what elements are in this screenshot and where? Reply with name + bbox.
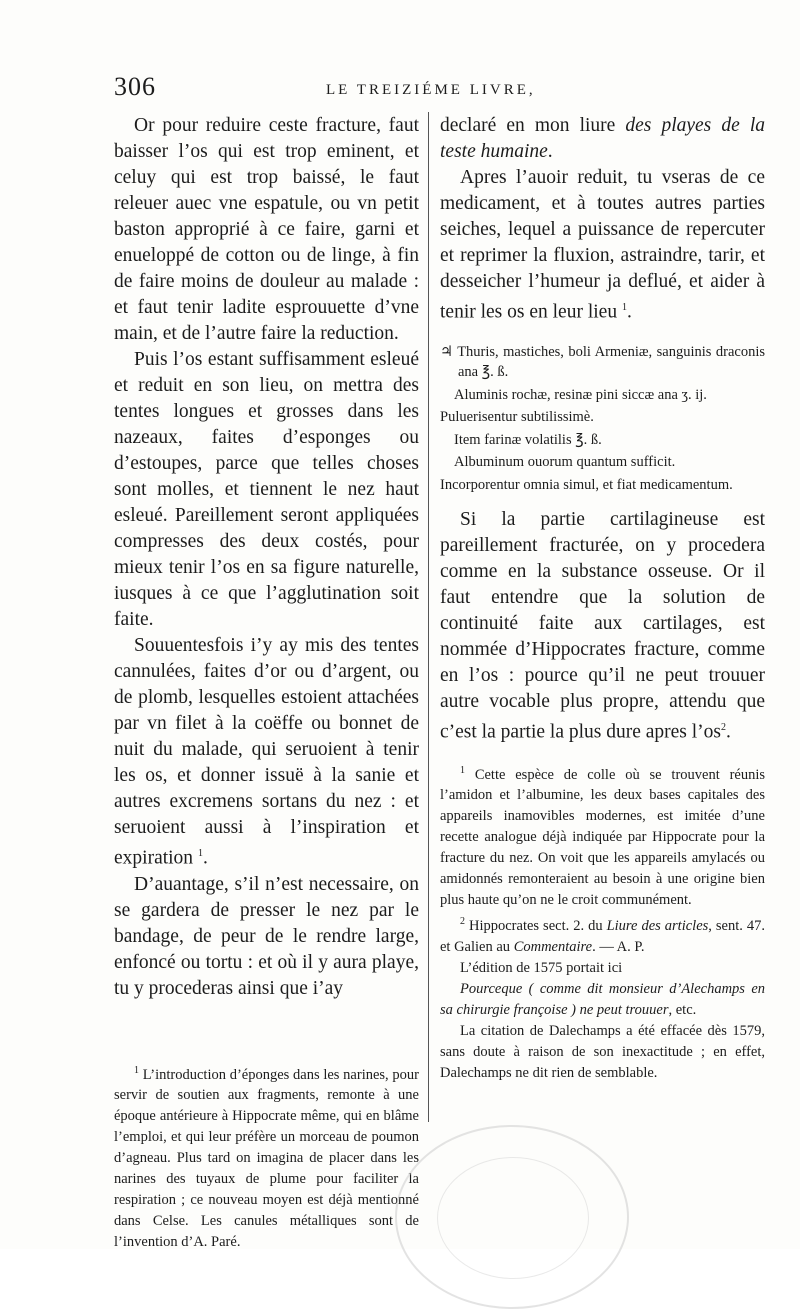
page-number: 306 (114, 72, 156, 101)
paragraph: D’auantage, s’il n’est necessaire, on se gardera de presser le nez par le bandage, de peur de le rendre large, enfoncé ou tortu : et où il y aura playe, tu y procederas ainsi que i’ay (114, 873, 419, 999)
paragraph-text: Apres l’auoir reduit, tu vseras de ce medicament, et à toutes autres parties seiches, lequel a puissance de repercuter et reprimer la fluxion, astraindre, tarir, et desseicher l’humeur ja deflué, et aider à tenir les os en leur lieu (440, 167, 765, 323)
footnote-paragraph: La citation de Dalechamps a été effacée dès 1579, sans doute à raison de son inexactitude ; en effet, Dalechamps ne dit rien de semblable. (440, 1023, 765, 1082)
footnote-text: Hippocrates sect. 2. du (469, 918, 603, 935)
footnote-text: . — A. P. (592, 939, 645, 956)
paragraph: Puis l’os estant suffisamment esleué et reduit en son lieu, on mettra des tentes longues et grosses dans les nazeaux, faites d’esponges ou d’estoupes, parce que telles choses sont molles, et tiennent le nez haut esleué. Pareillement seront appliquées compresses des deux costés, pour mieux tenir l’os en sa figure naturelle, iusques à ce que l’agglutination soit faite. (114, 349, 419, 630)
page-header (114, 72, 764, 112)
footnote-number: 2 (460, 916, 465, 928)
quotation: Pourceque ( comme dit monsieur d’Alechamps en sa chirurgie françoise ) ne peut trouuer (440, 981, 765, 1019)
book-title: des playes de la teste humaine (440, 115, 765, 162)
running-title: LE TREIZIÉME LIVRE, (326, 82, 536, 98)
paragraph-text: Souuentesfois i’y ay mis des tentes cannulées, faites d’or ou d’argent, ou de plomb, lesquelles estoient attachées par vn filet à la coëffe ou bonnet de nuit du malade, qui seruoient à tenir les os, et donner issuë à la sanie et autres excremens sortans du nez : et seruoient aussi à l’inspiration et expiration (114, 635, 419, 869)
footnote-text: , sent. 47. et Galien au (440, 918, 766, 956)
footnote-ref: 1 (621, 302, 627, 313)
footnote (440, 911, 765, 958)
footnote-ref: 1 (197, 848, 203, 859)
book-title: Liure des articles (606, 918, 709, 935)
recipe-line: Incorporentur omnia simul, et fiat medicamentum. (440, 476, 733, 493)
punctuation: . (202, 847, 208, 869)
footnote (114, 1060, 419, 1254)
paragraph (114, 633, 419, 872)
punctuation: . (626, 301, 632, 323)
footnote-text: L’introduction d’éponges dans les narines, pour servir de soutien aux fragments, remonte à une époque antérieure à Hippocrate même, qui en blâme l’emploi, et qui leur préfère un morceau de poumon d’agneau. Plus tard on imagina de placer dans les narines des tuyaux de plume pour faciliter la respiration ; ce nouveau moyen est déjà mentionné dans Celse. Les canules métalliques sont de l’invention d’A. Paré. (114, 1066, 419, 1251)
stamp-inner-ring (437, 1157, 589, 1279)
recipe-line: Item farinæ volatilis ℥. ß. (454, 431, 602, 448)
recipe-line: Aluminis rochæ, resinæ pini siccæ ana ʒ. ij. (454, 386, 707, 403)
recipe-line: Puluerisentur subtilissimè. (440, 409, 594, 425)
paragraph-text: Si la partie cartilagineuse est pareillement fracturée, on y procedera comme en la substance osseuse. Or il faut entendre que la solution de continuité faite aux cartilages, est nommée d’Hippocrates fracture, comme en l’os : pource qu’il ne peut trouuer autre vocable plus propre, attendu que c’est la partie la plus dure apres l’os (440, 509, 765, 743)
punctuation: . (726, 721, 731, 743)
footnote-number: 1 (460, 764, 465, 776)
library-stamp (395, 1125, 629, 1309)
paragraph (440, 113, 765, 165)
footnote (440, 760, 765, 912)
footnote-ref: 2 (721, 722, 727, 733)
left-column (114, 113, 419, 1253)
paragraph (440, 165, 765, 326)
paragraph-text: declaré en mon liure (440, 115, 616, 136)
footnote-quote (440, 979, 765, 1021)
paragraph (440, 507, 765, 746)
recipe-block (440, 342, 765, 496)
punctuation: . (547, 141, 553, 162)
footnote-text: , etc. (668, 1002, 697, 1019)
right-column (440, 113, 765, 1084)
book-title: Commentaire (513, 939, 593, 956)
recipe-line: Albuminum ouorum quantum sufficit. (454, 454, 676, 470)
column-divider (428, 112, 429, 1122)
footnote-text: Cette espèce de colle où se trouvent réunis l’amidon et l’albumine, les deux bases capitales des appareils inamovibles modernes, est imitée d’une recette analogue déjà indiquée par Hippocrate pour la fracture du nez. On voit que les appareils amylacés ou amidonnés remonteraient au besoin à une origine bien plus haute qu’on ne le croit communément. (440, 766, 766, 909)
footnote-line: L’édition de 1575 portait ici (460, 960, 623, 977)
paragraph: Or pour reduire ceste fracture, faut baisser l’os qui est trop eminent, et celuy qui est trop baissé, le faut releuer auec vne espatule, ou vn petit baston approprié à ce faire, garni et enueloppé de cotton ou de linge, à fin de faire moins de douleur au malade : et faut tenir ladite esprouuette d’vne main, et de l’autre faire la reduction. (114, 115, 419, 344)
recipe-line: ♃ Thuris, mastiches, boli Armeniæ, sanguinis draconis ana ℥. ß. (440, 343, 765, 380)
footnote-number: 1 (134, 1064, 139, 1076)
